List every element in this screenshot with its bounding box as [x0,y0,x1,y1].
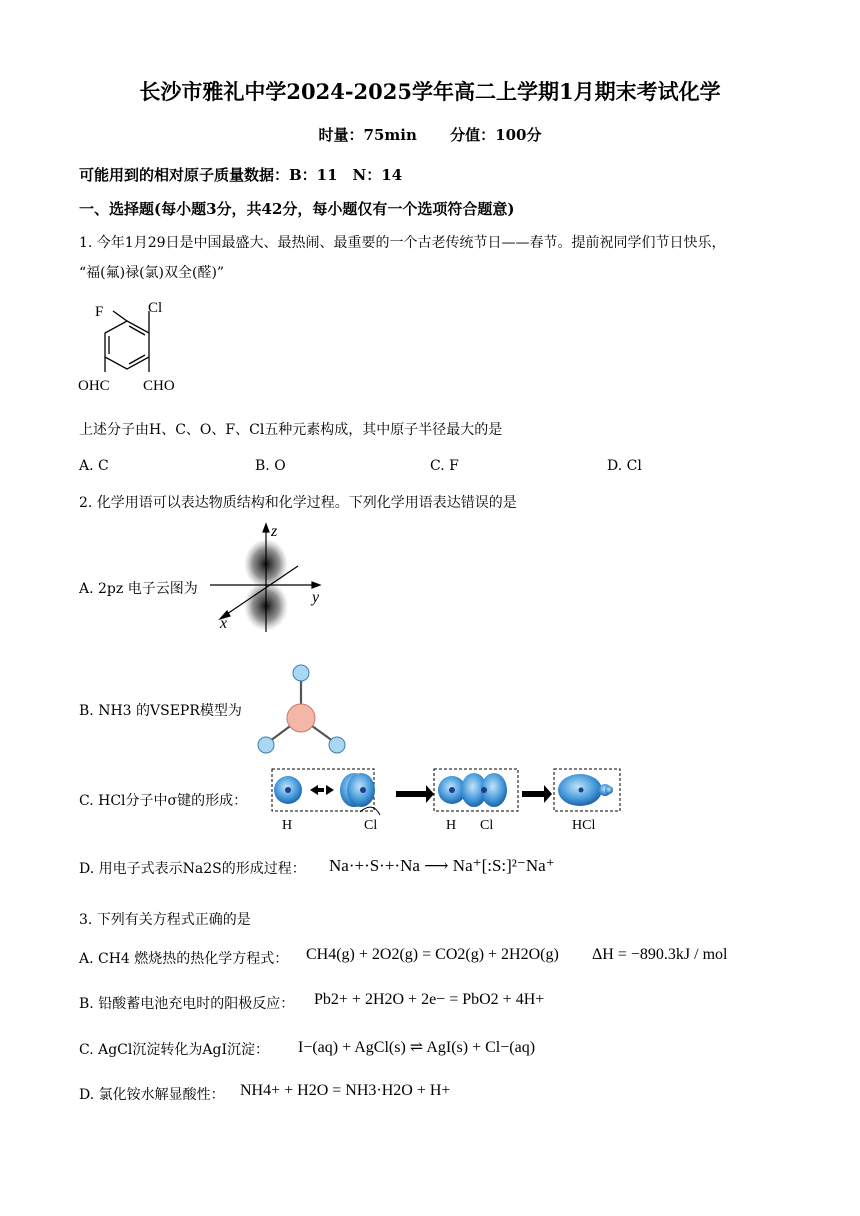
q3-option-a-label: A. CH4 燃烧热的热化学方程式： [79,951,289,967]
vsepr-model-diagram [254,660,350,756]
h-atom-top [293,665,309,681]
q3-option-c-label: C. AgCl沉淀转化为AgI沉淀： [79,1042,269,1058]
axis-z-label: z [271,523,278,540]
axis-y-label: y [312,589,320,606]
label-f: F [95,304,104,320]
label-ohc: OHC [78,378,110,394]
q3-stem: 3. 下列有关方程式正确的是 [79,912,251,928]
q1-structure-diagram [76,294,196,398]
benzene-ring [105,311,149,372]
exam-score: 分值：100分 [450,126,542,144]
q2-stem: 2. 化学用语可以表达物质结构和化学过程。下列化学用语表达错误的是 [79,495,517,511]
label-h-2: H [446,818,457,833]
q1-option-b: B. O [255,458,286,474]
electron-cloud-diagram [208,522,332,634]
page-title: 长沙市雅礼中学2024-2025学年高二上学期1月期末考试化学 [139,79,721,104]
axis-x-label: x [220,615,228,632]
q1-option-d: D. Cl [607,458,642,474]
q3-option-b-equation: Pb2+ + 2H2O + 2e− = PbO2 + 4H+ [314,991,545,1008]
q3-option-d-label: D. 氯化铵水解显酸性： [79,1087,225,1103]
label-hcl: HCl [572,818,596,833]
h-atom-left [258,737,274,753]
q2-option-c: C. HCl分子中σ键的形成： [79,793,248,809]
q3-option-d-equation: NH4+ + H2O = NH3·H2O + H+ [240,1082,451,1099]
q3-option-a-equation: CH4(g) + 2O2(g) = CO2(g) + 2H2O(g) [306,946,559,963]
q1-stem-2: “福(氟)禄(氯)双全(醛)” [79,265,225,281]
exam-meta [0,124,860,145]
h-atom-right [329,737,345,753]
q2-option-d: D. 用电子式表示Na2S的形成过程： [79,861,306,877]
q1-stem: 1. 今年1月29日是中国最盛大、最热闹、最重要的一个古老传统节日——春节。提前祝同学们节日快乐， [79,235,726,251]
q1-option-a: A. C [79,458,109,474]
n-atom [287,704,315,732]
section-heading: 一、选择题(每小题3分，共42分，每小题仅有一个选项符合题意) [79,200,515,218]
label-cl-2: Cl [480,818,494,833]
q1-question: 上述分子由H、C、O、F、Cl五种元素构成，其中原子半径最大的是 [79,422,503,438]
label-cl-1: Cl [364,818,378,833]
q2-d-formula: Na·+·S·+·Na ⟶ Na⁺[:S:]²⁻Na⁺ [329,856,555,875]
label-cl: Cl [148,300,163,316]
q3-option-c-equation: I−(aq) + AgCl(s) ⇌ AgI(s) + Cl−(aq) [298,1039,536,1056]
exam-time: 时量：75min [318,126,417,144]
q2-option-a: A. 2pz 电子云图为 [79,581,198,597]
q1-option-c: C. F [430,458,459,474]
label-h-1: H [282,818,293,833]
sigma-bond-diagram [268,765,628,835]
q3-option-a-enthalpy: ΔH = −890.3kJ / mol [592,946,728,963]
q3-option-b-label: B. 铅酸蓄电池充电时的阳极反应： [79,996,295,1012]
q2-option-b: B. NH3 的VSEPR模型为 [79,703,242,719]
label-cho: CHO [143,378,175,394]
atomic-masses: 可能用到的相对原子质量数据：B：11 N：14 [79,166,403,184]
